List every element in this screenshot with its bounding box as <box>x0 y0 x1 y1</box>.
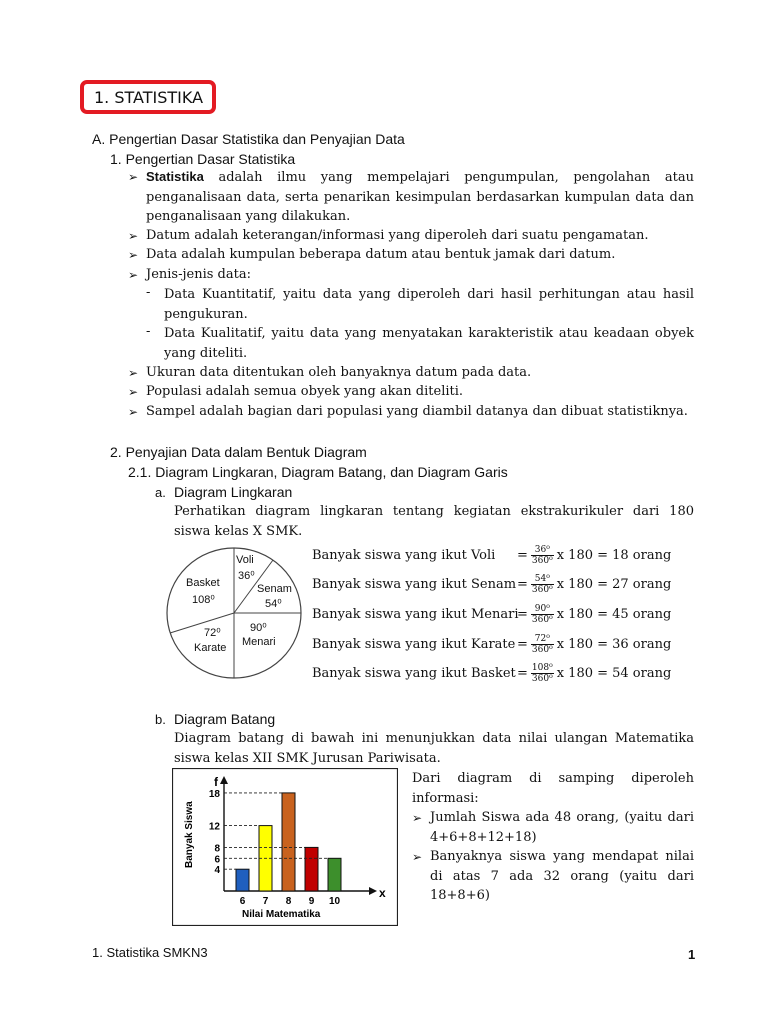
equals-sign: = <box>517 577 528 592</box>
fraction-numerator: 108⁰ <box>531 663 553 673</box>
pie-value-basket: 108⁰ <box>192 594 215 606</box>
page-title-box <box>80 80 216 114</box>
equation-row <box>312 634 671 655</box>
fraction-numerator: 54⁰ <box>531 574 554 585</box>
equation-label: Banyak siswa yang ikut Menari <box>312 607 519 622</box>
equation-result: x 180 = 18 orang <box>556 548 672 563</box>
subsection-2-1-heading: 2.1. Diagram Lingkaran, Diagram Batang, dan Diagram Garis <box>128 464 508 480</box>
definition-statistika <box>146 167 694 227</box>
chart-conclusion-above7: Banyaknya siswa yang mendapat nilai di atas 7 ada 32 orang (yaitu dari 18+8+6) <box>430 849 694 903</box>
bar-9 <box>305 847 318 891</box>
x-tick-label: 10 <box>328 896 341 907</box>
definition-population: Populasi adalah semua obyek yang akan diteliti. <box>146 384 464 399</box>
bar-8 <box>282 793 295 891</box>
chart-conclusion-intro: Dari diagram di samping diperoleh informasi: <box>412 771 694 806</box>
y-tick-label: 8 <box>214 843 220 855</box>
data-size: Ukuran data ditentukan oleh banyaknya datum pada data. <box>146 365 532 380</box>
equation-label: Banyak siswa yang ikut Karate <box>312 637 516 652</box>
equals-sign: = <box>517 637 528 652</box>
chart-conclusion-total: Jumlah Siswa ada 48 orang, (yaitu dari 4+6+8+12+18) <box>430 810 694 845</box>
equation-label: Banyak siswa yang ikut Senam <box>312 577 517 592</box>
equation-result: x 180 = 36 orang <box>556 637 672 652</box>
pie-label-voli: Voli <box>236 554 254 566</box>
fraction-numerator: 72⁰ <box>531 634 554 645</box>
fraction-denominator: 360⁰ <box>531 556 553 566</box>
equals-sign: = <box>517 548 528 563</box>
equals-sign: = <box>517 607 528 622</box>
arrow-bullet-icon: ➢ <box>128 366 139 380</box>
arrow-bullet-icon: ➢ <box>412 811 423 825</box>
fraction-denominator: 360⁰ <box>531 615 553 625</box>
item-a-description: Perhatikan diagram lingkaran tentang kegiatan ekstrakurikuler dari 180 siswa kelas X SMK. <box>174 504 694 539</box>
pie-value-voli: 36⁰ <box>238 570 255 582</box>
arrow-bullet-icon: ➢ <box>128 248 139 262</box>
dash-bullet: - <box>146 324 151 339</box>
y-tick-label: 6 <box>214 854 220 866</box>
fraction <box>531 545 554 566</box>
subsection-1-heading: 1. Pengertian Dasar Statistika <box>110 151 296 167</box>
item-b-title: Diagram Batang <box>174 711 276 727</box>
pie-value-senam: 54⁰ <box>265 598 282 610</box>
fraction <box>531 634 554 655</box>
equation-row <box>312 545 671 566</box>
item-a-label: a. <box>155 485 166 500</box>
equation-label: Banyak siswa yang ikut Voli <box>312 548 496 563</box>
pie-value-menari: 90⁰ <box>250 622 267 634</box>
definition-data: Data adalah kumpulan beberapa datum atau bentuk jamak dari datum. <box>146 247 616 262</box>
fraction <box>531 663 554 684</box>
bar-10 <box>328 858 341 891</box>
item-b-label: b. <box>155 712 166 727</box>
fraction-numerator: 90⁰ <box>531 604 554 615</box>
equation-row <box>312 663 671 684</box>
y-axis-label: Banyak Siswa <box>184 801 195 868</box>
pie-label-menari: Menari <box>242 636 276 648</box>
pie-label-karate: Karate <box>194 642 227 654</box>
fraction <box>531 604 554 625</box>
x-tick-label: 8 <box>285 896 292 907</box>
y-tick-label: 18 <box>208 788 220 800</box>
footer-document-name: 1. Statistika SMKN3 <box>92 945 208 960</box>
subsection-2-heading: 2. Penyajian Data dalam Bentuk Diagram <box>110 444 367 460</box>
page-number: 1 <box>688 947 696 962</box>
item-b-description: Diagram batang di bawah ini menunjukkan data nilai ulangan Matematika siswa kelas XII SMK Jurusan Pariwisata. <box>174 731 694 766</box>
y-tick-label: 12 <box>208 821 220 833</box>
y-axis-symbol: f <box>214 775 218 789</box>
fraction-numerator: 36⁰ <box>531 545 554 556</box>
arrow-bullet-icon: ➢ <box>128 229 139 243</box>
types-of-data: Jenis-jenis data: <box>146 267 251 282</box>
definition-sample: Sampel adalah bagian dari populasi yang diambil datanya dan dibuat statistiknya. <box>146 404 688 419</box>
fraction-denominator: 360⁰ <box>531 674 553 684</box>
arrow-bullet-icon: ➢ <box>128 385 139 399</box>
pie-label-basket: Basket <box>186 577 220 589</box>
bar-chart <box>172 768 398 926</box>
term-statistika: Statistika <box>146 169 204 184</box>
qualitative-data: Data Kualitatif, yaitu data yang menyatakan karakteristik atau keadaan obyek yang diteliti. <box>164 326 694 361</box>
definition-statistika-text: adalah ilmu yang mempelajari pengumpulan, pengolahan atau penganalisaan data, serta penarikan kesimpulan berdasarkan kumpulan data dan penganalisaan yang dilakukan. <box>146 170 694 224</box>
equation-result: x 180 = 54 orang <box>556 666 672 681</box>
x-tick-label: 6 <box>239 896 246 907</box>
fraction-denominator: 360⁰ <box>531 645 553 655</box>
fraction-denominator: 360⁰ <box>531 585 553 595</box>
bar-6 <box>236 869 249 891</box>
arrow-bullet-icon: ➢ <box>128 170 139 184</box>
x-tick-label: 7 <box>262 896 269 907</box>
y-tick-label: 4 <box>214 865 220 877</box>
x-axis-label: Nilai Matematika <box>242 909 321 920</box>
dash-bullet: - <box>146 285 151 300</box>
equation-result: x 180 = 45 orang <box>556 607 672 622</box>
arrow-bullet-icon: ➢ <box>128 405 139 419</box>
equation-result: x 180 = 27 orang <box>556 577 672 592</box>
fraction <box>531 574 554 595</box>
arrow-bullet-icon: ➢ <box>412 850 423 864</box>
equation-row <box>312 604 671 625</box>
pie-chart <box>164 545 304 681</box>
x-tick-label: 9 <box>308 896 315 907</box>
quantitative-data: Data Kuantitatif, yaitu data yang diperoleh dari hasil perhitungan atau hasil pengukuran. <box>164 287 694 322</box>
definition-datum: Datum adalah keterangan/informasi yang diperoleh dari suatu pengamatan. <box>146 228 649 243</box>
item-a-title: Diagram Lingkaran <box>174 484 293 500</box>
pie-label-senam: Senam <box>257 583 292 595</box>
equals-sign: = <box>517 666 528 681</box>
arrow-bullet-icon: ➢ <box>128 268 139 282</box>
section-a-heading: A. Pengertian Dasar Statistika dan Penyajian Data <box>92 131 405 147</box>
equation-label: Banyak siswa yang ikut Basket <box>312 666 516 681</box>
page-title: 1. STATISTIKA <box>94 87 204 107</box>
x-axis-symbol: x <box>379 886 386 900</box>
pie-value-karate: 72⁰ <box>204 627 221 639</box>
equation-row <box>312 574 671 595</box>
